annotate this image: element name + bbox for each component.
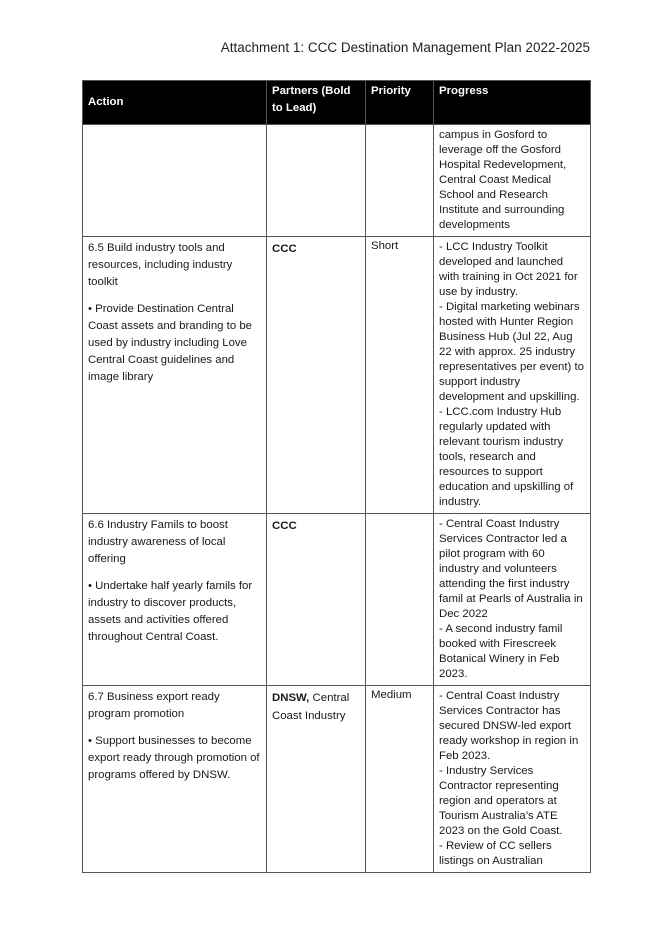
column-header-action: Action [83, 81, 267, 125]
column-header-progress: Progress [434, 81, 591, 125]
progress-cell [434, 125, 591, 237]
action-title: 6.7 Business export ready program promotion [88, 691, 220, 720]
action-bullet: • Support businesses to become export ready through promotion of programs offered by DNSW. [88, 735, 260, 781]
priority-cell [366, 514, 434, 686]
action-title: 6.5 Build industry tools and resources, including industry toolkit [88, 242, 233, 288]
progress-cell [434, 686, 591, 873]
partners-lead: CCC [272, 520, 297, 532]
progress-item: - Industry Services Contractor representing region and operators at Tourism Australia’s ATE 2023 on the Gold Coast. [439, 765, 563, 837]
partners-lead: DNSW, [272, 692, 310, 704]
progress-item: - Central Coast Industry Services Contractor has secured DNSW-led export ready workshop in region in Feb 2023. [439, 690, 579, 762]
action-cell [83, 125, 267, 237]
partners-cell [267, 686, 366, 873]
progress-cell [434, 237, 591, 514]
action-bullet: • Undertake half yearly famils for industry to discover products, assets and activities offered throughout Central Coast. [88, 580, 253, 643]
column-header-priority: Priority [366, 81, 434, 125]
action-cell [83, 686, 267, 873]
table-header-row [83, 81, 591, 125]
partners-cell [267, 514, 366, 686]
partners-cell [267, 237, 366, 514]
progress-item: campus in Gosford to leverage off the Gosford Hospital Redevelopment, Central Coast Medical School and Research Institute and surrounding developments [439, 129, 567, 231]
table-row [83, 686, 591, 873]
partners-cell [267, 125, 366, 237]
table-row [83, 125, 591, 237]
destination-plan-table [82, 80, 591, 873]
priority-cell: Medium [366, 686, 434, 873]
column-header-partners: Partners (Bold to Lead) [267, 81, 366, 125]
progress-item: - A second industry famil booked with Firescreek Botanical Winery in Feb 2023. [439, 623, 563, 680]
table-row [83, 514, 591, 686]
progress-cell [434, 514, 591, 686]
partners-other: Central Coast Industry [272, 692, 350, 722]
priority-cell: Short [366, 237, 434, 514]
partners-lead: CCC [272, 243, 297, 255]
page-header-title: Attachment 1: CCC Destination Management Plan 2022-2025 [220, 40, 590, 55]
table-row [83, 237, 591, 514]
action-bullet: • Provide Destination Central Coast assets and branding to be used by industry including Love Central Coast guidelines and image library [88, 303, 253, 383]
action-title: 6.6 Industry Famils to boost industry awareness of local offering [88, 519, 228, 565]
progress-item: - Central Coast Industry Services Contractor led a pilot program with 60 industry and volunteers attending the first industry famil at Pearls of Australia in Dec 2022 [439, 518, 583, 620]
action-cell [83, 237, 267, 514]
progress-item: - LCC Industry Toolkit developed and launched with training in Oct 2021 for use by industry. [439, 241, 578, 298]
progress-item: - LCC.com Industry Hub regularly updated with relevant tourism industry tools, research and resources to support education and upskilling of industry. [439, 406, 574, 508]
action-cell [83, 514, 267, 686]
priority-cell [366, 125, 434, 237]
progress-item: - Digital marketing webinars hosted with Hunter Region Business Hub (Jul 22, Aug 22 with approx. 25 industry representatives per event) to support industry development and upskilling. [439, 301, 584, 403]
progress-item: - Review of CC sellers listings on Australian [439, 840, 552, 867]
